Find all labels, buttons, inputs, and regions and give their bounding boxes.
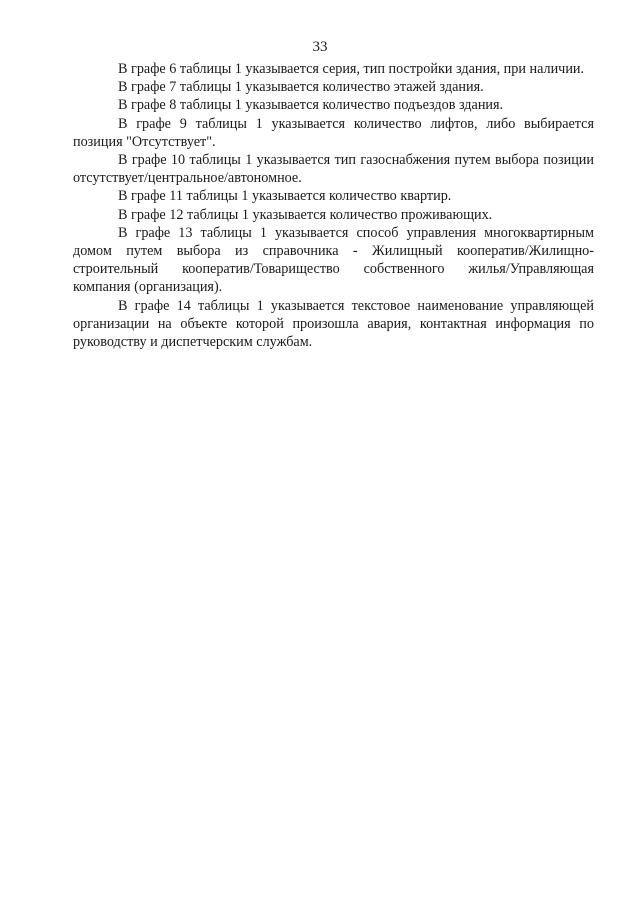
paragraph-column-8: В графе 8 таблицы 1 указывается количество подъездов здания.: [118, 97, 504, 114]
paragraph-column-13: В графе 13 таблицы 1 указывается способ управления многоквартирным домом путем выбора из справочника - Жилищный кооператив/Жилищно-строительный кооператив/Товарищество собственного жилья/Управляющая компания (организация).: [73, 224, 594, 296]
paragraph-column-10: В графе 10 таблицы 1 указывается тип газоснабжения путем выбора позиции отсутствует/центральное/автономное.: [73, 152, 594, 187]
paragraph-column-11: В графе 11 таблицы 1 указывается количество квартир.: [118, 188, 452, 205]
document-body: [73, 60, 594, 351]
paragraph-column-14: В графе 14 таблицы 1 указывается текстовое наименование управляющей организации на объекте которой произошла авария, контактная информация по руководству и диспетчерским службам.: [73, 297, 594, 351]
paragraph-column-9: В графе 9 таблицы 1 указывается количество лифтов, либо выбирается позиция "Отсутствует".: [73, 115, 594, 150]
paragraph-column-6: В графе 6 таблицы 1 указывается серия, тип постройки здания, при наличии.: [118, 61, 585, 77]
page-number: 33: [312, 39, 328, 55]
paragraph-column-7: В графе 7 таблицы 1 указывается количество этажей здания.: [118, 79, 484, 96]
paragraph-column-12: В графе 12 таблицы 1 указывается количество проживающих.: [118, 206, 493, 223]
